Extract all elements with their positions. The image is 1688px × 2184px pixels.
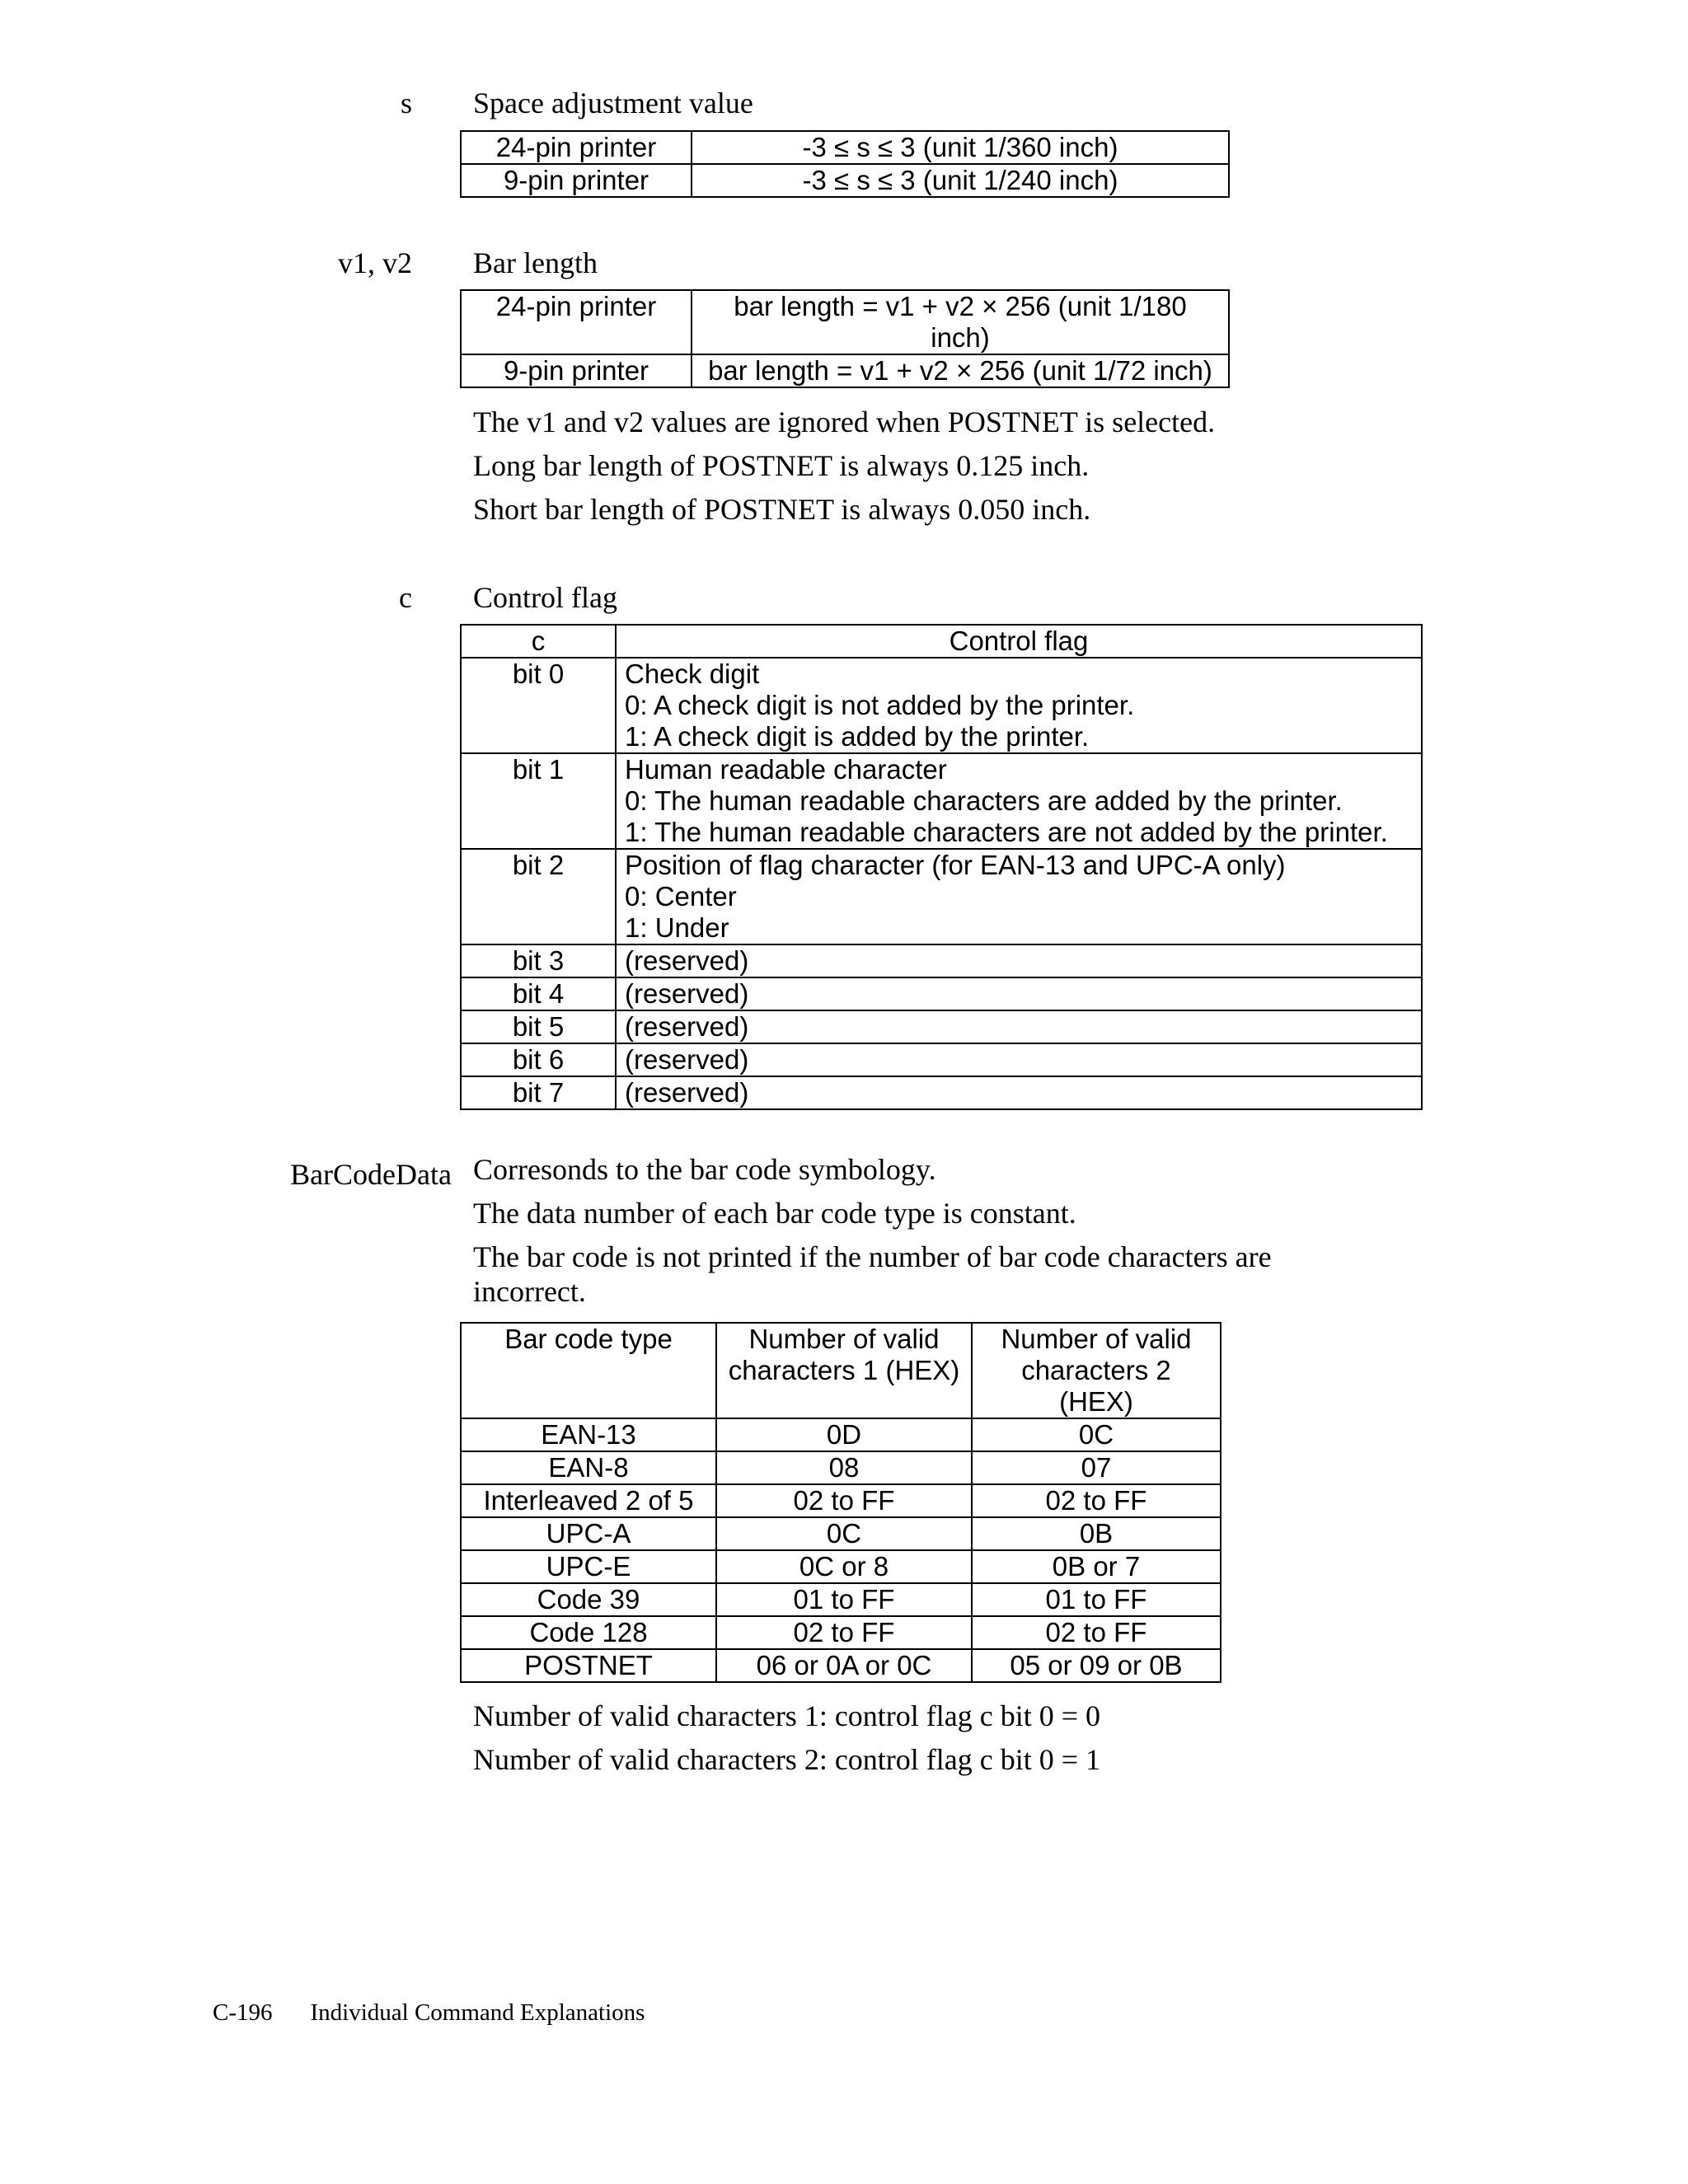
valid-characters-2-cell: 01 to FF [972,1583,1221,1616]
description-line: 0: The human readable characters are added by the printer. [625,785,1343,816]
valid-characters-2-cell: 02 to FF [972,1484,1221,1517]
table-row [461,131,1229,164]
printer-cell: 24-pin printer [461,131,692,164]
bit-cell: bit 5 [461,1010,616,1043]
table-row [461,1616,1221,1649]
description-cell [616,753,1422,849]
table-row [461,1550,1221,1583]
valid-characters-1-cell: 01 to FF [716,1583,972,1616]
description-line: The data number of each bar code type is constant. [473,1197,1076,1230]
term-v1-v2: v1, v2 [338,246,412,279]
bar-length-table [460,289,1230,388]
page-number: C-196 [213,1999,273,2026]
table-row [461,1451,1221,1484]
heading-control-flag: Control flag [473,581,617,614]
value-cell: bar length = v1 + v2 × 256 (unit 1/180 inch) [692,290,1229,354]
valid-characters-1-cell: 0C or 8 [716,1550,972,1583]
table-row [461,849,1422,944]
table-row [461,1418,1221,1451]
description-cell: (reserved) [616,1010,1422,1043]
value-cell: -3 ≤ s ≤ 3 (unit 1/240 inch) [692,164,1229,197]
term-s: s [400,87,412,120]
control-flag-table [460,624,1423,1110]
header-valid-characters-1 [716,1323,972,1418]
valid-characters-notes [473,1694,1462,1782]
table-row [461,354,1229,387]
valid-characters-2-cell: 05 or 09 or 0B [972,1649,1221,1682]
value-cell: bar length = v1 + v2 × 256 (unit 1/72 inch) [692,354,1229,387]
table-header-row [461,625,1422,658]
bit-cell: bit 2 [461,849,616,944]
heading-bar-length: Bar length [473,246,598,279]
description-line: The bar code is not printed if the number of bar code characters are incorrect. [473,1240,1272,1308]
bar-code-type-cell: Interleaved 2 of 5 [461,1484,716,1517]
table-row [461,164,1229,197]
description-line: Corresonds to the bar code symbology. [473,1153,936,1186]
header-bar-code-type: Bar code type [461,1323,716,1418]
bit-cell: bit 1 [461,753,616,849]
valid-characters-1-cell: 02 to FF [716,1616,972,1649]
bit-cell: bit 6 [461,1043,616,1076]
description-cell: (reserved) [616,1043,1422,1076]
valid-characters-1-cell: 02 to FF [716,1484,972,1517]
note-line: Long bar length of POSTNET is always 0.125 inch. [473,449,1090,482]
header-c: c [461,625,616,658]
page-footer [213,1999,645,2027]
description-line: Position of flag character (for EAN-13 and UPC-A only) [625,850,1286,880]
description-line: 0: Center [625,881,737,912]
valid-characters-1-cell: 06 or 0A or 0C [716,1649,972,1682]
description-cell [616,658,1422,753]
table-row [461,1484,1221,1517]
note-line: Short bar length of POSTNET is always 0.050 inch. [473,493,1091,526]
valid-characters-1-cell: 0D [716,1418,972,1451]
bar-code-type-cell: UPC-A [461,1517,716,1550]
note-line: The v1 and v2 values are ignored when POSTNET is selected. [473,405,1216,438]
valid-characters-1-cell: 0C [716,1517,972,1550]
bit-cell: bit 7 [461,1076,616,1109]
table-row [461,1043,1422,1076]
valid-characters-1-cell: 08 [716,1451,972,1484]
valid-characters-2-cell: 07 [972,1451,1221,1484]
header-line: characters 2 (HEX) [1021,1355,1171,1417]
description-line: 0: A check digit is not added by the printer. [625,690,1135,720]
bar-code-type-cell: POSTNET [461,1649,716,1682]
bar-code-type-cell: Code 39 [461,1583,716,1616]
bit-cell: bit 3 [461,944,616,977]
table-row [461,1076,1422,1109]
bar-code-type-cell: UPC-E [461,1550,716,1583]
printer-cell: 9-pin printer [461,164,692,197]
table-row [461,1583,1221,1616]
description-cell [616,849,1422,944]
header-line: Number of valid [748,1324,940,1354]
printer-cell: 9-pin printer [461,354,692,387]
description-line: 1: The human readable characters are not added by the printer. [625,817,1388,847]
term-c: c [399,581,412,614]
table-row [461,977,1422,1010]
heading-space-adjustment: Space adjustment value [473,87,753,120]
valid-characters-2-cell: 0C [972,1418,1221,1451]
section-title: Individual Command Explanations [310,1999,645,2026]
valid-characters-2-cell: 0B [972,1517,1221,1550]
table-row [461,944,1422,977]
space-adjustment-table [460,130,1230,198]
header-line: characters 1 (HEX) [728,1355,960,1385]
valid-characters-2-cell: 0B or 7 [972,1550,1221,1583]
header-line: Number of valid [1001,1324,1192,1354]
bit-cell: bit 0 [461,658,616,753]
table-row [461,753,1422,849]
table-row [461,1517,1221,1550]
header-valid-characters-2 [972,1323,1221,1418]
table-row [461,658,1422,753]
note-line: Number of valid characters 1: control flag c bit 0 = 0 [473,1699,1101,1732]
description-line: Check digit [625,658,760,689]
description-line: 1: A check digit is added by the printer. [625,721,1090,752]
table-row [461,290,1229,354]
bar-length-notes [473,401,1462,532]
bar-code-type-cell: EAN-13 [461,1418,716,1451]
barcodedata-description [473,1152,1388,1309]
table-row [461,1010,1422,1043]
description-line: 1: Under [625,912,729,943]
table-row [461,1649,1221,1682]
description-cell: (reserved) [616,977,1422,1010]
description-line: Human readable character [625,754,947,785]
table-header-row [461,1323,1221,1418]
barcode-characters-table [460,1322,1221,1683]
description-cell: (reserved) [616,1076,1422,1109]
valid-characters-2-cell: 02 to FF [972,1616,1221,1649]
value-cell: -3 ≤ s ≤ 3 (unit 1/360 inch) [692,131,1229,164]
bar-code-type-cell: Code 128 [461,1616,716,1649]
bar-code-type-cell: EAN-8 [461,1451,716,1484]
bit-cell: bit 4 [461,977,616,1010]
note-line: Number of valid characters 2: control flag c bit 0 = 1 [473,1743,1101,1776]
printer-cell: 24-pin printer [461,290,692,354]
header-control-flag: Control flag [616,625,1422,658]
term-barcodedata: BarCodeData [290,1158,452,1191]
description-cell: (reserved) [616,944,1422,977]
